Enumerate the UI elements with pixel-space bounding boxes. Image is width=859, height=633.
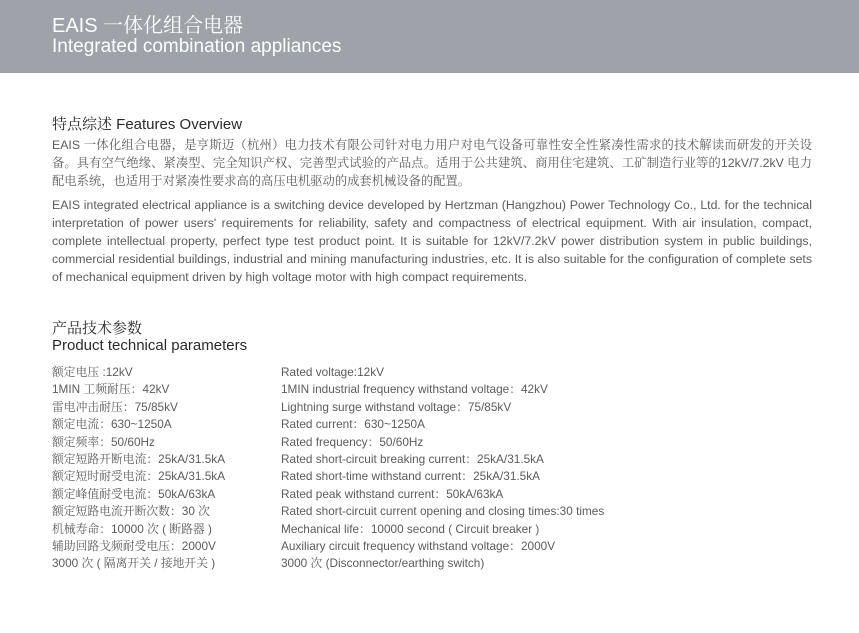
- params-heading-en: Product technical parameters: [52, 337, 248, 354]
- title-en: Integrated combination appliances: [52, 36, 342, 57]
- param-cn: 额定电流：630~1250A: [52, 417, 172, 432]
- param-en: 1MIN industrial frequency withstand voltage：42kV: [281, 382, 548, 397]
- param-en: Rated short-circuit current opening and closing times:30 times: [281, 504, 605, 519]
- param-en: Rated peak withstand current：50kA/63kA: [281, 486, 504, 501]
- features-paragraph-cn: EAIS 一体化组合电器，是亨斯迈（杭州）电力技术有限公司针对电力用户对电气设备可靠性安全性紧凑性需求的技术解读而研发的开关设备。具有空气绝缘、紧凑型、完全知识产权、完善型式试验的产品点。适用于公共建筑、商用住宅建筑、工矿制造行业等的12kV/7.2kV 电力配电系统，也适用于对紧凑性要求高的高压电机驱动的成套机械设备的配置。: [52, 138, 812, 188]
- param-cn: 额定短路电流开断次数：30 次: [52, 504, 210, 519]
- param-cn: 机械寿命：10000 次 ( 断路器 ): [52, 521, 212, 536]
- param-row: [52, 434, 424, 451]
- param-row: [52, 451, 544, 468]
- param-en: 3000 次 (Disconnector/earthing switch): [281, 556, 485, 571]
- param-row: [52, 503, 605, 520]
- param-cn: 额定电压 :12kV: [52, 365, 133, 379]
- param-cn: 额定短路开断电流：25kA/31.5kA: [52, 451, 226, 466]
- param-cn: 1MIN 工频耐压：42kV: [52, 382, 170, 397]
- param-row: [52, 555, 485, 572]
- param-row: [52, 538, 556, 555]
- param-en: Rated frequency：50/60Hz: [281, 434, 424, 449]
- param-row: [52, 381, 548, 398]
- param-cn: 雷电冲击耐压：75/85kV: [52, 399, 178, 414]
- param-row: [52, 416, 425, 433]
- param-en: Rated short-time withstand current：25kA/31.5kA: [281, 469, 540, 484]
- param-row: [52, 399, 512, 416]
- param-cn: 额定频率：50/60Hz: [52, 434, 155, 449]
- param-row: [52, 364, 384, 381]
- params-heading-cn: 产品技术参数: [52, 320, 143, 337]
- param-row: [52, 521, 540, 538]
- param-en: Mechanical life：10000 second ( Circuit breaker ): [281, 521, 540, 536]
- features-paragraph-en: EAIS integrated electrical appliance is a switching device developed by Hertzman (Hangzhou) Power Technology Co., Ltd. for the technical interpretation of power users' requirements for reliability, safety and compactness of electrical equipment. With air insulation, compact, complete intellectual property, perfect type test product point. It is suitable for 12kV/7.2kV power distribution system in public buildings, commercial residential buildings, industrial and mining manufacturing industries, etc. It is also suitable for the configuration of complete sets of mechanical equipment driven by high voltage motor with high compact requirements.: [52, 198, 812, 284]
- param-en: Rated short-circuit breaking current：25kA/31.5kA: [281, 451, 544, 466]
- param-en: Auxiliary circuit frequency withstand voltage：2000V: [281, 538, 556, 553]
- param-cn: 额定峰值耐受电流：50kA/63kA: [52, 486, 216, 501]
- features-heading: 特点综述 Features Overview: [52, 116, 243, 133]
- param-cn: 辅助回路戈频耐受电压：2000V: [52, 538, 216, 553]
- param-en: Rated voltage:12kV: [281, 365, 384, 379]
- title-cn: EAIS 一体化组合电器: [52, 15, 244, 37]
- param-cn: 额定短时耐受电流：25kA/31.5kA: [52, 469, 226, 484]
- param-row: [52, 468, 540, 485]
- header-banner: [0, 0, 859, 73]
- param-en: Lightning surge withstand voltage：75/85kV: [281, 399, 512, 414]
- params-table: [52, 364, 605, 573]
- param-row: [52, 486, 504, 503]
- param-en: Rated current：630~1250A: [281, 417, 425, 432]
- param-cn: 3000 次 ( 隔离开关 / 接地开关 ): [52, 556, 216, 571]
